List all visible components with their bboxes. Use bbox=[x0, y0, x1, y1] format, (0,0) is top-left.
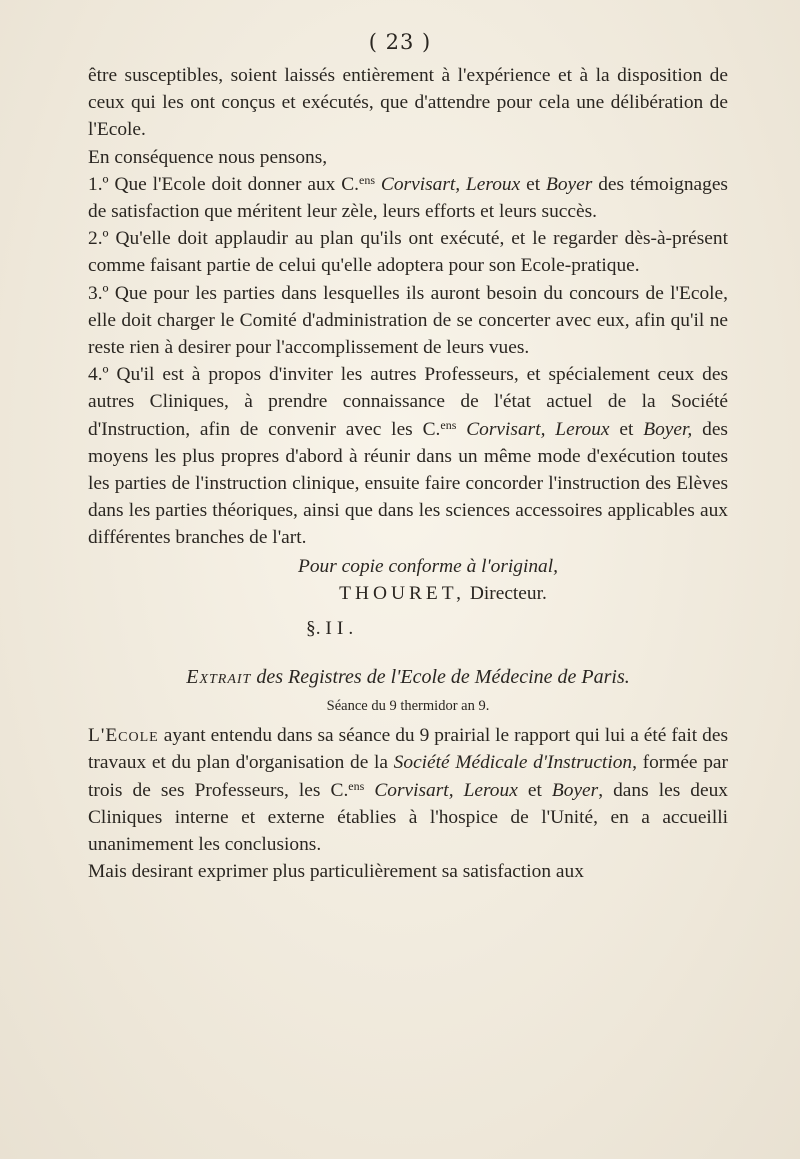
copy-conforme-line: Pour copie conforme à l'original, bbox=[298, 555, 558, 577]
extract-p1-a: ayant entendu dans sa séance du 9 prairial le rapport qui lui a été fait des travaux et du plan d'organisation de la bbox=[88, 725, 728, 774]
item-4-rest: des moyens les plus propres d'abord à réunir dans un même mode d'exécution toutes les parties de l'instruction clinique, ensuite faire concorder l'instruction des Elèves dans les parties théoriques, ainsi que dans les sciences accessoires applicables aux différentes branches de l'art. bbox=[88, 418, 728, 549]
paragraph-item-3: 3.º Que pour les parties dans lesquelles ils auront besoin du concours de l'Ecole, elle doit charger le Comité d'administration de se concerter avec eux, afin qu'il ne reste rien à desirer pour l'accomplissement de leurs vues. bbox=[88, 282, 728, 359]
extract-p1-names: Corvisart, Leroux bbox=[364, 779, 518, 801]
page-number: ( 23 ) bbox=[368, 30, 432, 54]
session-date: Séance du 9 thermidor an 9. bbox=[326, 698, 490, 715]
extract-p1-et: et bbox=[517, 779, 552, 801]
extract-p1-name2: Boyer bbox=[551, 779, 599, 801]
extract-paragraph-2: Mais desirant exprimer plus particulièrement sa satisfaction aux bbox=[88, 861, 584, 883]
item-4-text: 4.º Qu'il est à propos d'inviter les autres Professeurs, et spécialement ceux des autres Cliniques, à prendre connaissance de l'état actuel de la Société d'Instruction, afin de convenir avec les C. bbox=[88, 364, 728, 440]
item-4-sup: ens bbox=[440, 417, 457, 432]
extract-title-rest: des Registres de l'Ecole de Médecine de Paris. bbox=[251, 666, 630, 689]
extract-p1-lead: L'Ecole bbox=[88, 725, 159, 747]
extract-p1-c: , dans les deux Cliniques interne et externe établies à l'hospice de l'Unité, en a accueilli unanimement les conclusions. bbox=[88, 779, 728, 856]
extract-lead: Extrait bbox=[186, 666, 252, 689]
item-1-sup: ens bbox=[359, 172, 376, 187]
item-4-name2: Boyer, bbox=[643, 418, 693, 440]
signature bbox=[88, 580, 728, 607]
section-symbol: §. bbox=[306, 618, 321, 640]
extract-p1-society: Société Médicale d'Instruction bbox=[393, 752, 633, 774]
item-1-text: 1.º Que l'Ecole doit donner aux C. bbox=[88, 173, 360, 195]
paragraph-consequence: En conséquence nous pensons, bbox=[88, 146, 328, 168]
item-4-et: et bbox=[609, 418, 644, 440]
section-number: II. bbox=[325, 618, 359, 640]
paragraph-item-1 bbox=[88, 171, 728, 225]
item-4-names: Corvisart, Leroux bbox=[466, 418, 610, 440]
item-1-name2: Boyer bbox=[546, 173, 593, 195]
signature-name: THOURET, bbox=[339, 582, 466, 604]
extract-paragraph-1 bbox=[88, 722, 728, 858]
paragraph-item-2: 2.º Qu'elle doit applaudir au plan qu'ils ont exécuté, et le regarder dès-à-présent comme faisant partie de celui qu'elle adoptera pour son Ecole-pratique. bbox=[88, 228, 728, 277]
item-1-names: Corvisart, Leroux bbox=[375, 173, 521, 195]
extract-p1-sup: ens bbox=[348, 778, 365, 793]
paragraph-continuation: être susceptibles, soient laissés entièrement à l'expérience et à la disposition de ceux qui les ont conçus et exécutés, que d'attendre pour cela une délibération de l'Ecole. bbox=[88, 65, 728, 141]
extract-p1-b: , formée par trois de ses Professeurs, les C. bbox=[88, 752, 728, 801]
extract-title bbox=[88, 664, 728, 691]
item-1-et: et bbox=[520, 173, 547, 195]
paragraph-item-4 bbox=[88, 361, 728, 551]
item-1-rest: des témoignages de satisfaction que méritent leur zèle, leurs efforts et leurs succès. bbox=[88, 173, 728, 223]
signature-title: Directeur. bbox=[465, 582, 547, 604]
section-heading bbox=[88, 615, 728, 642]
